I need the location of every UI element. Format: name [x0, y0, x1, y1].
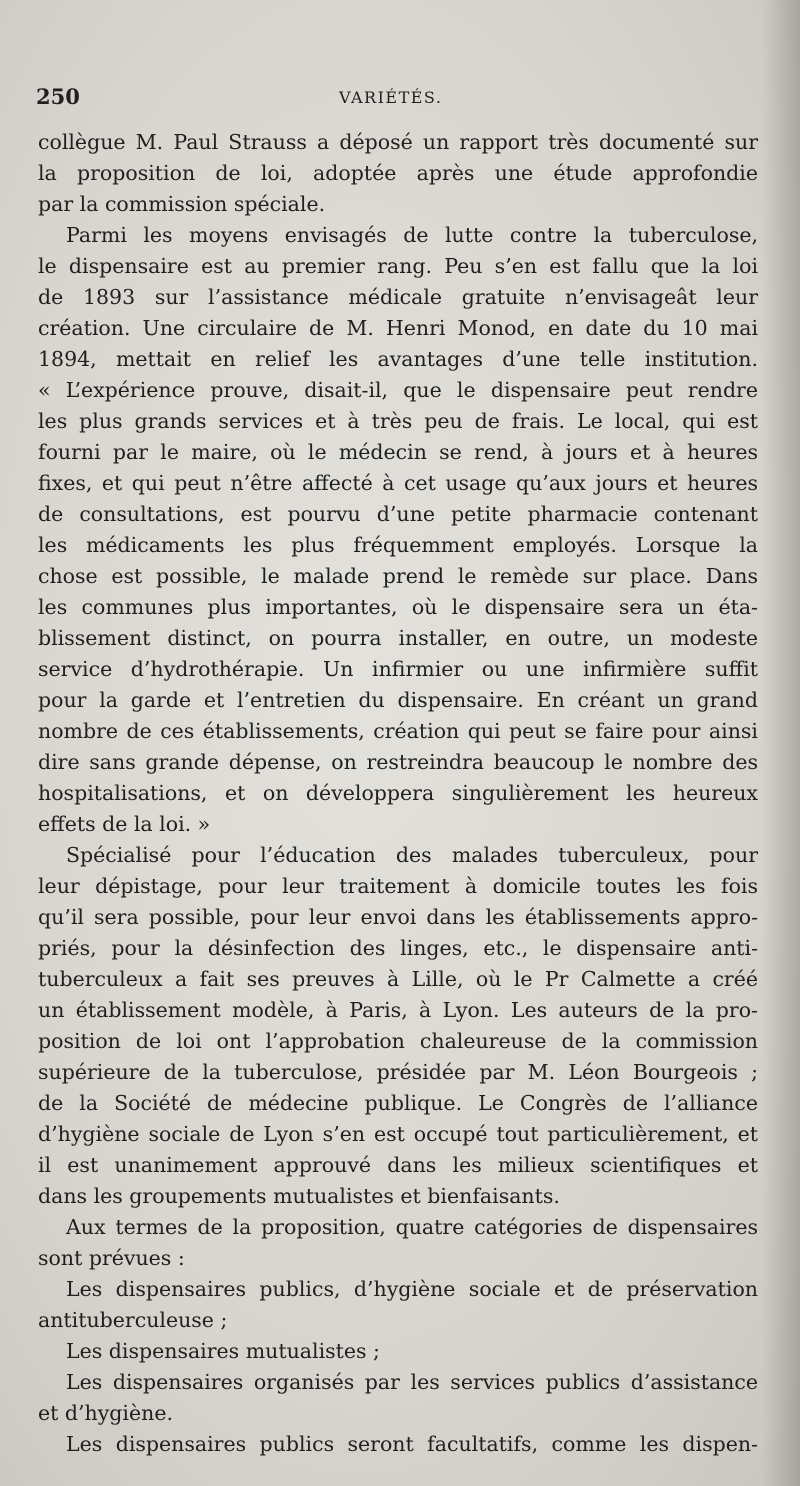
text-line: les médicaments les plus fréquemment employés. Lorsque la	[38, 533, 758, 557]
text-line: chose est possible, le malade prend le remède sur place. Dans	[38, 564, 758, 588]
text-line: priés, pour la désinfection des linges, etc., le dispensaire anti-	[38, 936, 758, 960]
text-line: Les dispensaires publics, d’hygiène sociale et de préservation	[66, 1277, 758, 1301]
text-line: et d’hygiène.	[38, 1401, 173, 1425]
text-line: hospitalisations, et on développera singulièrement les heureux	[38, 781, 758, 805]
text-line: par la commission spéciale.	[38, 192, 326, 216]
text-line: fixes, et qui peut n’être affecté à cet usage qu’aux jours et heures	[38, 471, 758, 495]
text-line: les communes plus importantes, où le dispensaire sera un éta-	[38, 595, 758, 619]
text-line: nombre de ces établissements, création qui peut se faire pour ainsi	[38, 719, 758, 743]
text-line: les plus grands services et à très peu de frais. Le local, qui est	[38, 409, 758, 433]
text-line: sont prévues :	[38, 1246, 185, 1270]
text-line: création. Une circulaire de M. Henri Monod, en date du 10 mai	[38, 316, 758, 340]
text-line: Aux termes de la proposition, quatre catégories de dispensaires	[66, 1215, 758, 1239]
text-line: de consultations, est pourvu d’une petite pharmacie contenant	[38, 502, 758, 526]
text-line: collègue M. Paul Strauss a déposé un rapport très documenté sur	[38, 130, 758, 154]
text-line: leur dépistage, pour leur traitement à domicile toutes les fois	[38, 874, 758, 898]
text-line: de 1893 sur l’assistance médicale gratuite n’envisageât leur	[38, 285, 758, 309]
text-line: la proposition de loi, adoptée après une étude approfondie	[38, 161, 758, 185]
text-line: Les dispensaires publics seront facultatifs, comme les dispen-	[66, 1432, 758, 1456]
text-line: de la Société de médecine publique. Le Congrès de l’alliance	[38, 1091, 758, 1115]
text-line: 1894, mettait en relief les avantages d’une telle institution.	[38, 347, 758, 371]
text-line: blissement distinct, on pourra installer, en outre, un modeste	[38, 626, 758, 650]
text-line: Les dispensaires organisés par les services publics d’assistance	[66, 1370, 758, 1394]
text-line: dire sans grande dépense, on restreindra beaucoup le nombre des	[38, 750, 758, 774]
text-line: d’hygiène sociale de Lyon s’en est occupé tout particulièrement, et	[38, 1122, 758, 1146]
text-line: qu’il sera possible, pour leur envoi dans les établissements appro-	[38, 905, 758, 929]
page-number: 250	[36, 84, 80, 109]
body-text	[38, 127, 758, 1460]
text-line: position de loi ont l’approbation chaleureuse de la commission	[38, 1029, 758, 1053]
text-line: le dispensaire est au premier rang. Peu s’en est fallu que la loi	[38, 254, 758, 278]
text-line: un établissement modèle, à Paris, à Lyon. Les auteurs de la pro-	[38, 998, 758, 1022]
text-line: Les dispensaires mutualistes ;	[66, 1339, 380, 1363]
text-line: service d’hydrothérapie. Un infirmier ou une infirmière suffit	[38, 657, 758, 681]
text-line: « L’expérience prouve, disait-il, que le dispensaire peut rendre	[38, 378, 758, 402]
section-title: VARIÉTÉS.	[339, 88, 443, 107]
text-line: supérieure de la tuberculose, présidée par M. Léon Bourgeois ;	[38, 1060, 758, 1084]
text-line: pour la garde et l’entretien du dispensaire. En créant un grand	[38, 688, 758, 712]
text-line: fourni par le maire, où le médecin se rend, à jours et à heures	[38, 440, 758, 464]
text-line: Spécialisé pour l’éducation des malades tuberculeux, pour	[66, 843, 758, 867]
text-line: tuberculeux a fait ses preuves à Lille, où le Pr Calmette a créé	[38, 967, 758, 991]
text-line: Parmi les moyens envisagés de lutte contre la tuberculose,	[66, 223, 758, 247]
text-line: il est unanimement approuvé dans les milieux scientifiques et	[38, 1153, 758, 1177]
text-line: antituberculeuse ;	[38, 1308, 228, 1332]
text-line: dans les groupements mutualistes et bienfaisants.	[38, 1184, 560, 1208]
running-head	[36, 84, 760, 114]
text-line: effets de la loi. »	[38, 812, 211, 836]
